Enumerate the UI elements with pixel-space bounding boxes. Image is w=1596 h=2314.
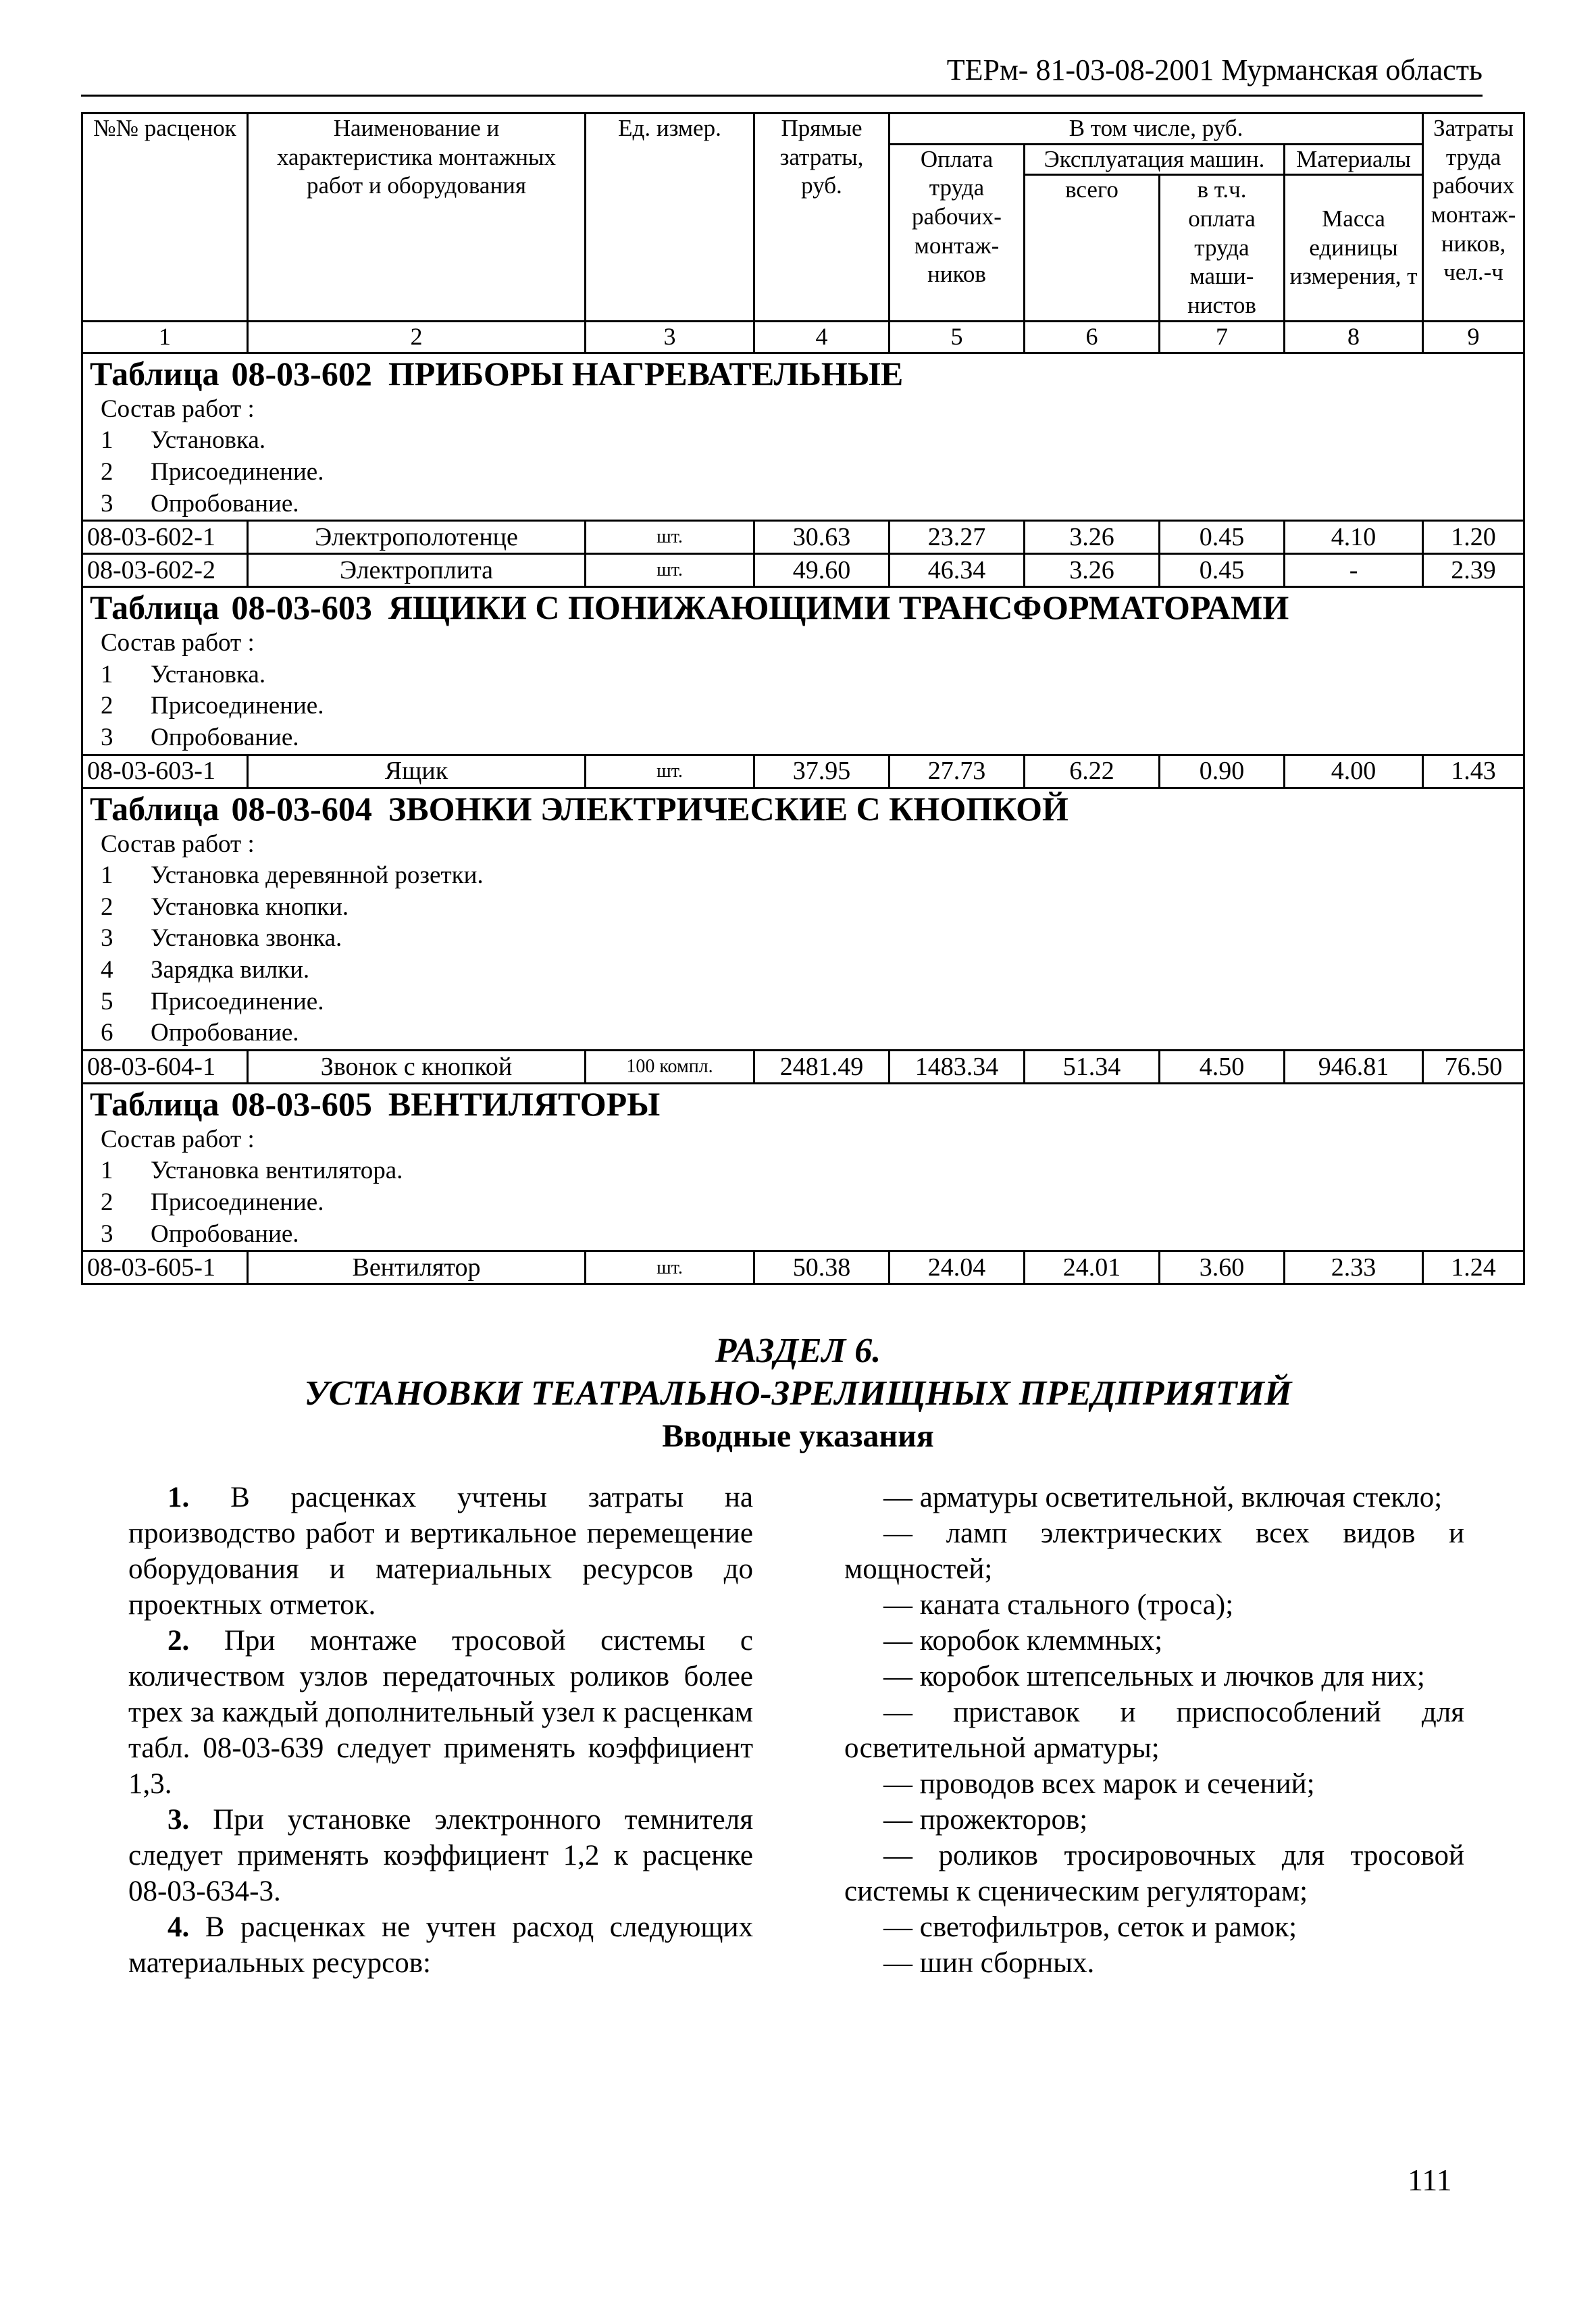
section-label: Таблица [90,588,220,627]
section-label: Таблица [90,789,220,828]
machines-total: 24.01 [1025,1251,1160,1284]
rate-name: Электрополотенце [248,521,586,554]
section-cell [82,587,1524,755]
section-name: ВЕНТИЛЯТОРЫ [388,1084,661,1123]
work-step [90,659,1519,691]
column-number: 3 [586,321,754,353]
table-row [82,1251,1524,1284]
work-step-text: Присоединение. [151,987,324,1015]
header-materials-group: Материалы [1285,144,1423,175]
rate-code: 08-03-604-1 [82,1050,248,1083]
material-item: — роликов тросировочных для тросовой системы к сценическим регуляторам; [844,1840,1464,1907]
work-step [90,1017,1519,1049]
section-code: 08-03-605 [231,1084,372,1123]
header-machines-total: всего [1025,175,1160,321]
section-cell [82,788,1524,1050]
machinist-pay: 0.45 [1160,554,1285,587]
work-step-text: Опробование. [151,489,299,518]
intro-paragraph [128,1909,753,1981]
work-step [90,1155,1519,1187]
direct-costs: 37.95 [754,755,890,788]
paragraph-number: 1. [168,1482,190,1513]
section-6-number: РАЗДЕЛ 6. [715,1332,881,1370]
work-step-text: Установка деревянной розетки. [151,861,484,890]
work-step-number: 1 [101,660,113,688]
materials: - [1285,554,1423,587]
header-code: №№ расценок [82,114,248,322]
material-item: — коробок клеммных; [883,1625,1163,1657]
work-step [90,892,1519,924]
section-title [90,354,1519,394]
material-item: — шин сборных. [883,1947,1095,1979]
table-row [82,554,1524,587]
section-block [82,1083,1524,1251]
work-step [90,986,1519,1018]
work-step-number: 1 [101,1157,113,1185]
section-block [82,353,1524,520]
work-step-number: 3 [101,924,113,953]
machinist-pay: 0.90 [1160,755,1285,788]
header-unit-mass: Масса единицы измерения, т [1285,175,1423,321]
section-code: 08-03-602 [231,354,372,393]
running-header-title: ТЕРм- 81-03-08-2001 Мурманская область [946,53,1483,86]
work-step [90,425,1519,457]
intro-paragraph [128,1802,753,1909]
section-label: Таблица [90,1084,220,1123]
machines-total: 3.26 [1025,521,1160,554]
section-6-subtitle: Вводные указания [662,1417,934,1454]
header-labor-hours: Затраты труда рабочих монтаж-ников, чел.-ч [1423,114,1524,322]
labor-pay: 1483.34 [890,1050,1025,1083]
composition-label: Состав работ : [101,395,255,423]
work-step [90,722,1519,754]
running-header [81,51,1483,97]
rate-name: Электроплита [248,554,586,587]
work-step-text: Установка звонка. [151,924,342,953]
material-item: — арматуры осветительной, включая стекло; [883,1482,1443,1513]
work-step-number: 1 [101,861,113,890]
machines-total: 6.22 [1025,755,1160,788]
rate-unit: шт. [586,521,754,554]
header-machines-group: Эксплуатация машин. [1025,144,1285,175]
labor-hours: 76.50 [1423,1050,1524,1083]
work-step-number: 5 [101,987,113,1015]
labor-hours: 1.20 [1423,521,1524,554]
rate-name: Ящик [248,755,586,788]
intro-paragraph [128,1480,753,1623]
materials: 2.33 [1285,1251,1423,1284]
table-header [82,114,1524,353]
section-name: ПРИБОРЫ НАГРЕВАТЕЛЬНЫЕ [388,354,904,393]
column-number: 7 [1160,321,1285,353]
direct-costs: 2481.49 [754,1050,890,1083]
material-item: — приставок и приспособлений для осветительной арматуры; [844,1696,1464,1764]
composition-label: Состав работ : [101,629,255,657]
work-step-number: 3 [101,489,113,518]
work-step-text: Присоединение. [151,457,324,486]
paragraph-text: В расценках не учтен расход следующих материальных ресурсов: [128,1911,753,1979]
section-label: Таблица [90,354,220,393]
section-title [90,588,1519,628]
direct-costs: 30.63 [754,521,890,554]
labor-hours: 1.43 [1423,755,1524,788]
work-step-number: 6 [101,1019,113,1047]
work-step [90,955,1519,986]
paragraph-text: При установке электронного темнителя следует применять коэффициент 1,2 к расценке 08-03-634-3. [128,1804,754,1907]
work-step [90,1219,1519,1251]
rate-name: Звонок с кнопкой [248,1050,586,1083]
materials: 4.10 [1285,521,1423,554]
intro-paragraph [128,1623,753,1802]
labor-pay: 27.73 [890,755,1025,788]
header-machinist-pay: в т.ч. оплата труда маши-нистов [1160,175,1285,321]
header-including-group: В том числе, руб. [890,114,1423,145]
work-step-text: Установка. [151,660,266,688]
rate-code: 08-03-605-1 [82,1251,248,1284]
work-step-text: Установка кнопки. [151,892,349,921]
header-name: Наименование и характеристика монтажных работ и оборудования [248,114,586,322]
composition-label: Состав работ : [101,830,255,858]
paragraph-number: 2. [168,1625,190,1657]
work-step-number: 1 [101,426,113,455]
section-name: ЗВОНКИ ЭЛЕКТРИЧЕСКИЕ С КНОПКОЙ [388,789,1069,828]
work-step [90,488,1519,520]
column-number: 2 [248,321,586,353]
labor-hours: 1.24 [1423,1251,1524,1284]
section-cell [82,1083,1524,1251]
labor-pay: 46.34 [890,554,1025,587]
column-number: 5 [890,321,1025,353]
work-step-text: Установка. [151,426,266,455]
column-number: 8 [1285,321,1423,353]
labor-pay: 23.27 [890,521,1025,554]
machinist-pay: 0.45 [1160,521,1285,554]
work-step [90,457,1519,488]
column-numbers-row [82,321,1524,353]
work-step-text: Присоединение. [151,692,324,720]
material-item: — каната стального (троса); [883,1589,1234,1621]
table-body [82,353,1524,1284]
composition-label: Состав работ : [101,1125,255,1153]
labor-pay: 24.04 [890,1251,1025,1284]
header-direct-costs: Прямые затраты, руб. [754,114,890,322]
material-item: — ламп электрических всех видов и мощностей; [844,1517,1464,1585]
column-number: 6 [1025,321,1160,353]
page-number: 111 [1408,2163,1452,2197]
machinist-pay: 3.60 [1160,1251,1285,1284]
material-item: — светофильтров, сеток и рамок; [883,1911,1297,1943]
material-item: — прожекторов; [883,1804,1088,1836]
rates-table [81,112,1525,1285]
section-block [82,587,1524,755]
work-step-text: Опробование. [151,1019,299,1047]
paragraph-number: 4. [168,1911,190,1943]
intro-right-column [844,1480,1464,1981]
section-name: ЯЩИКИ С ПОНИЖАЮЩИМИ ТРАНСФОРМАТОРАМИ [388,588,1289,627]
work-step-text: Установка вентилятора. [151,1157,403,1185]
section-code: 08-03-604 [231,789,372,828]
rate-unit: 100 компл. [586,1050,754,1083]
column-number: 1 [82,321,248,353]
section-6-heading [0,1330,1596,1457]
work-step [90,1187,1519,1219]
materials: 946.81 [1285,1050,1423,1083]
machinist-pay: 4.50 [1160,1050,1285,1083]
work-step-number: 2 [101,692,113,720]
rate-code: 08-03-602-1 [82,521,248,554]
direct-costs: 49.60 [754,554,890,587]
work-step-text: Присоединение. [151,1188,324,1217]
work-step-text: Зарядка вилки. [151,956,310,984]
header-unit: Ед. измер. [586,114,754,322]
work-step-number: 2 [101,892,113,921]
table-row [82,755,1524,788]
paragraph-text: При монтаже тросовой системы с количеством узлов передаточных роликов более трех за каждый дополнительный узел к расценкам табл. 08-03-639 следует применять коэффициент 1,3. [128,1625,753,1800]
work-step-number: 4 [101,956,113,984]
section-title [90,789,1519,829]
section-code: 08-03-603 [231,588,372,627]
table-row [82,521,1524,554]
machines-total: 3.26 [1025,554,1160,587]
section-block [82,788,1524,1050]
work-step-number: 2 [101,1188,113,1217]
labor-hours: 2.39 [1423,554,1524,587]
column-number: 9 [1423,321,1524,353]
section-cell [82,353,1524,520]
work-step-number: 3 [101,723,113,751]
section-6-title: УСТАНОВКИ ТЕАТРАЛЬНО-ЗРЕЛИЩНЫХ ПРЕДПРИЯТИЙ [304,1374,1292,1413]
materials: 4.00 [1285,755,1423,788]
paragraph-text: В расценках учтены затраты на производство работ и вертикальное перемещение оборудования и материальных ресурсов до проектных отметок. [128,1482,754,1621]
paragraph-number: 3. [168,1804,190,1836]
section-title [90,1084,1519,1124]
rate-code: 08-03-603-1 [82,755,248,788]
work-step-number: 2 [101,457,113,486]
work-step-text: Опробование. [151,1219,299,1248]
rate-code: 08-03-602-2 [82,554,248,587]
rate-unit: шт. [586,755,754,788]
direct-costs: 50.38 [754,1251,890,1284]
material-item: — коробок штепсельных и лючков для них; [883,1661,1425,1692]
work-step-number: 3 [101,1219,113,1248]
header-labor-pay: Оплата труда рабочих-монтаж-ников [890,144,1025,321]
table-row [82,1050,1524,1083]
column-number: 4 [754,321,890,353]
machines-total: 51.34 [1025,1050,1160,1083]
rate-name: Вентилятор [248,1251,586,1284]
work-step-text: Опробование. [151,723,299,751]
work-step [90,860,1519,892]
work-step [90,690,1519,722]
work-step [90,923,1519,955]
intro-left-column [128,1480,753,1981]
rate-unit: шт. [586,1251,754,1284]
material-item: — проводов всех марок и сечений; [883,1768,1315,1800]
rate-unit: шт. [586,554,754,587]
